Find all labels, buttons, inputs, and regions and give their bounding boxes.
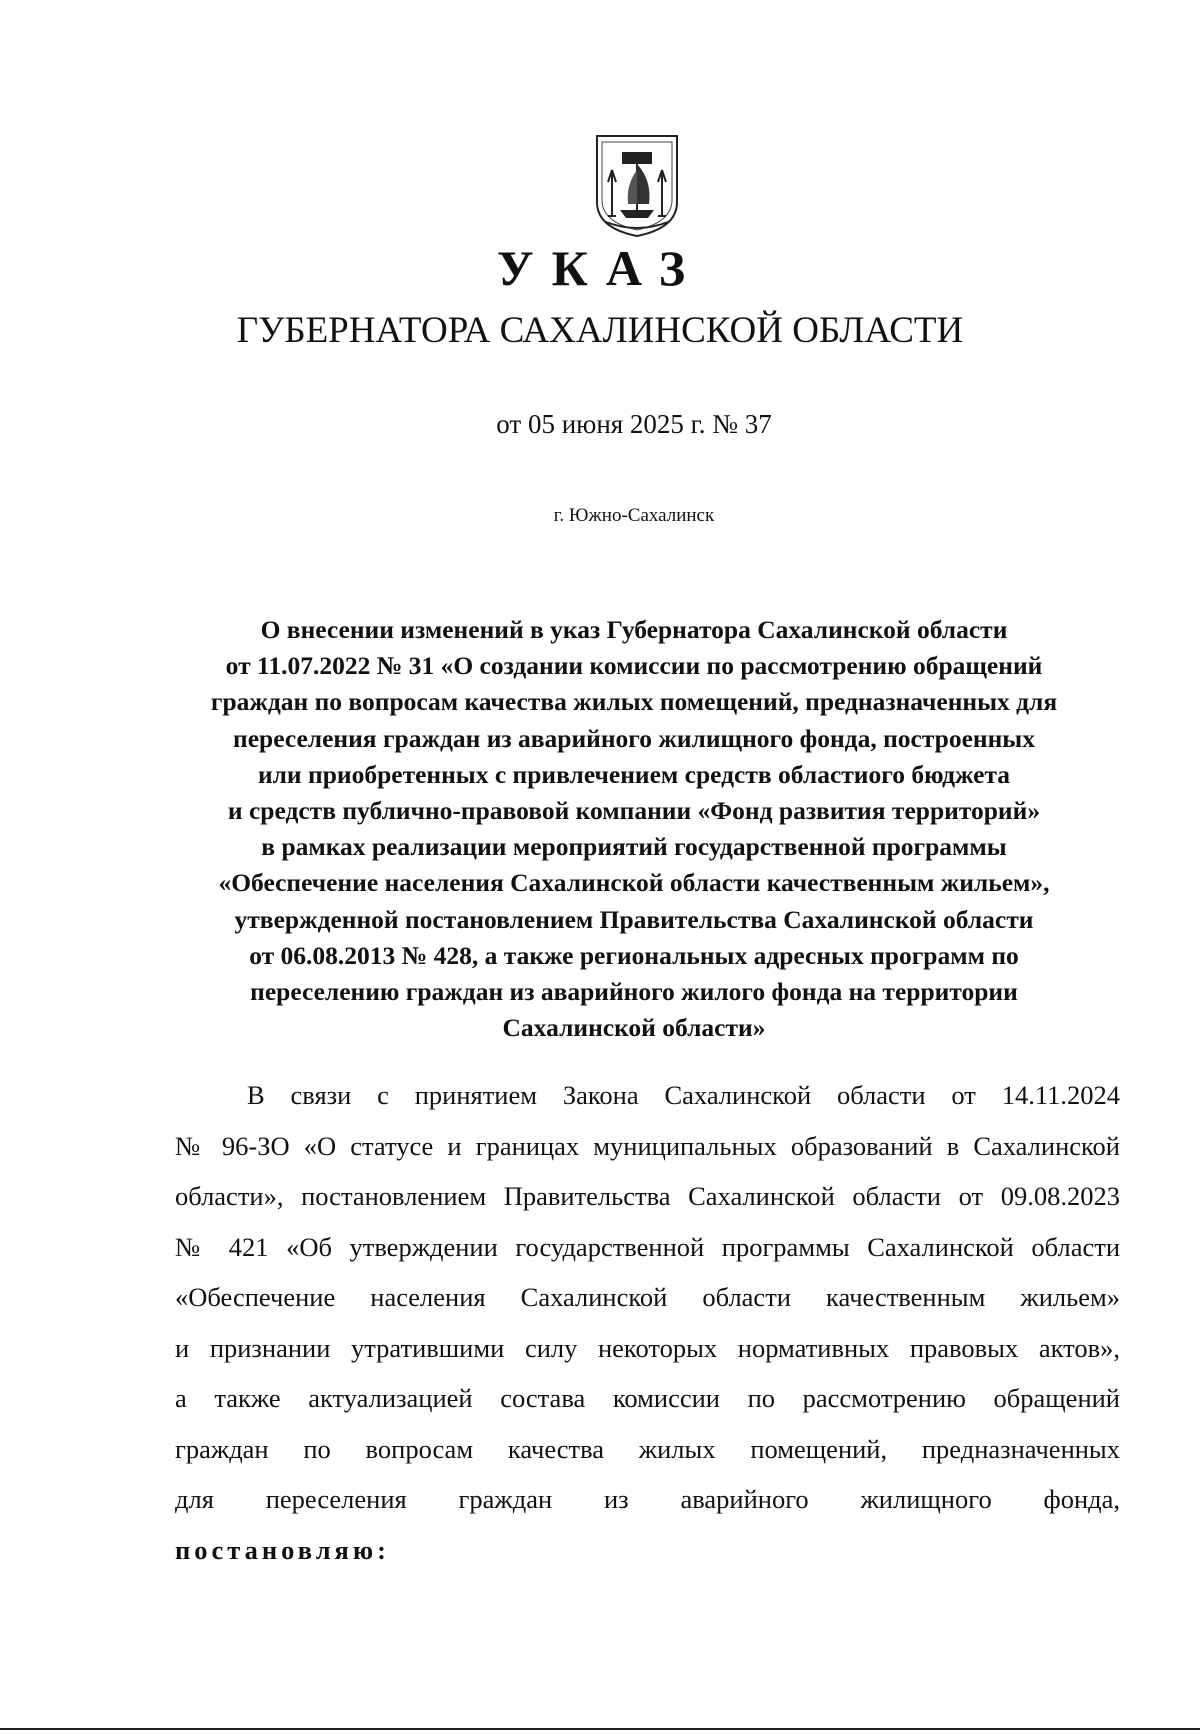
- document-body: [175, 1070, 1120, 1575]
- title-line: О внесении изменений в указ Губернатора Сахалинской области: [260, 615, 1008, 644]
- body-line: и признании утратившими силу некоторых нормативных правовых актов»,: [175, 1332, 1120, 1363]
- title-line: от 11.07.2022 № 31 «О создании комиссии по рассмотрению обращений: [225, 651, 1043, 681]
- title-line: граждан по вопросам качества жилых помещений, предназначенных для: [210, 687, 1058, 717]
- body-line: № 96-ЗО «О статусе и границах муниципальных образований в Сахалинской: [175, 1130, 1120, 1161]
- body-line: а также актуализацией состава комиссии по рассмотрению обращений: [175, 1383, 1120, 1413]
- document-title: [150, 612, 1118, 1046]
- body-line: для переселения граждан из аварийного жилищного фонда,: [175, 1484, 1120, 1514]
- sakhalin-coat-of-arms-icon: [592, 130, 682, 240]
- document-city: г. Южно-Сахалинск: [553, 505, 715, 526]
- decree-word: постановляю:: [175, 1534, 390, 1565]
- title-line: утвержденной постановлением Правительства Сахалинской области: [234, 904, 1034, 934]
- body-line: области», постановлением Правительства Сахалинской области от 09.08.2023: [175, 1181, 1120, 1211]
- body-line: В связи с принятием Закона Сахалинской области от 14.11.2024: [247, 1080, 1120, 1110]
- title-line: Сахалинской области»: [502, 1013, 766, 1043]
- body-line: № 421 «Об утверждении государственной программы Сахалинской области: [175, 1231, 1120, 1262]
- title-line: переселению граждан из аварийного жилого фонда на территории: [250, 977, 1018, 1007]
- document-issuer: ГУБЕРНАТОРА САХАЛИНСКОЙ ОБЛАСТИ: [236, 310, 964, 351]
- body-line: «Обеспечение населения Сахалинской области качественным жильем»: [175, 1282, 1120, 1312]
- title-line: или приобретенных с привлечением средств областиого бюджета: [257, 759, 1011, 789]
- title-line: от 06.08.2013 № 428, а также региональных адресных программ по: [249, 940, 1019, 970]
- body-line: граждан по вопросам качества жилых помещений, предназначенных: [175, 1433, 1120, 1464]
- title-line: в рамках реализации мероприятий государственной программы: [261, 832, 1007, 862]
- title-line: «Обеспечение населения Сахалинской области качественным жильем»,: [218, 868, 1050, 898]
- title-line: переселения граждан из аварийного жилищного фонда, построенных: [233, 723, 1035, 753]
- document-date-number: от 05 июня 2025 г. № 37: [496, 409, 772, 439]
- page-bottom-edge: [0, 1728, 1200, 1730]
- title-line: и средств публично-правовой компании «Фонд развития территорий»: [227, 796, 1041, 826]
- document-type: УКАЗ: [496, 240, 704, 296]
